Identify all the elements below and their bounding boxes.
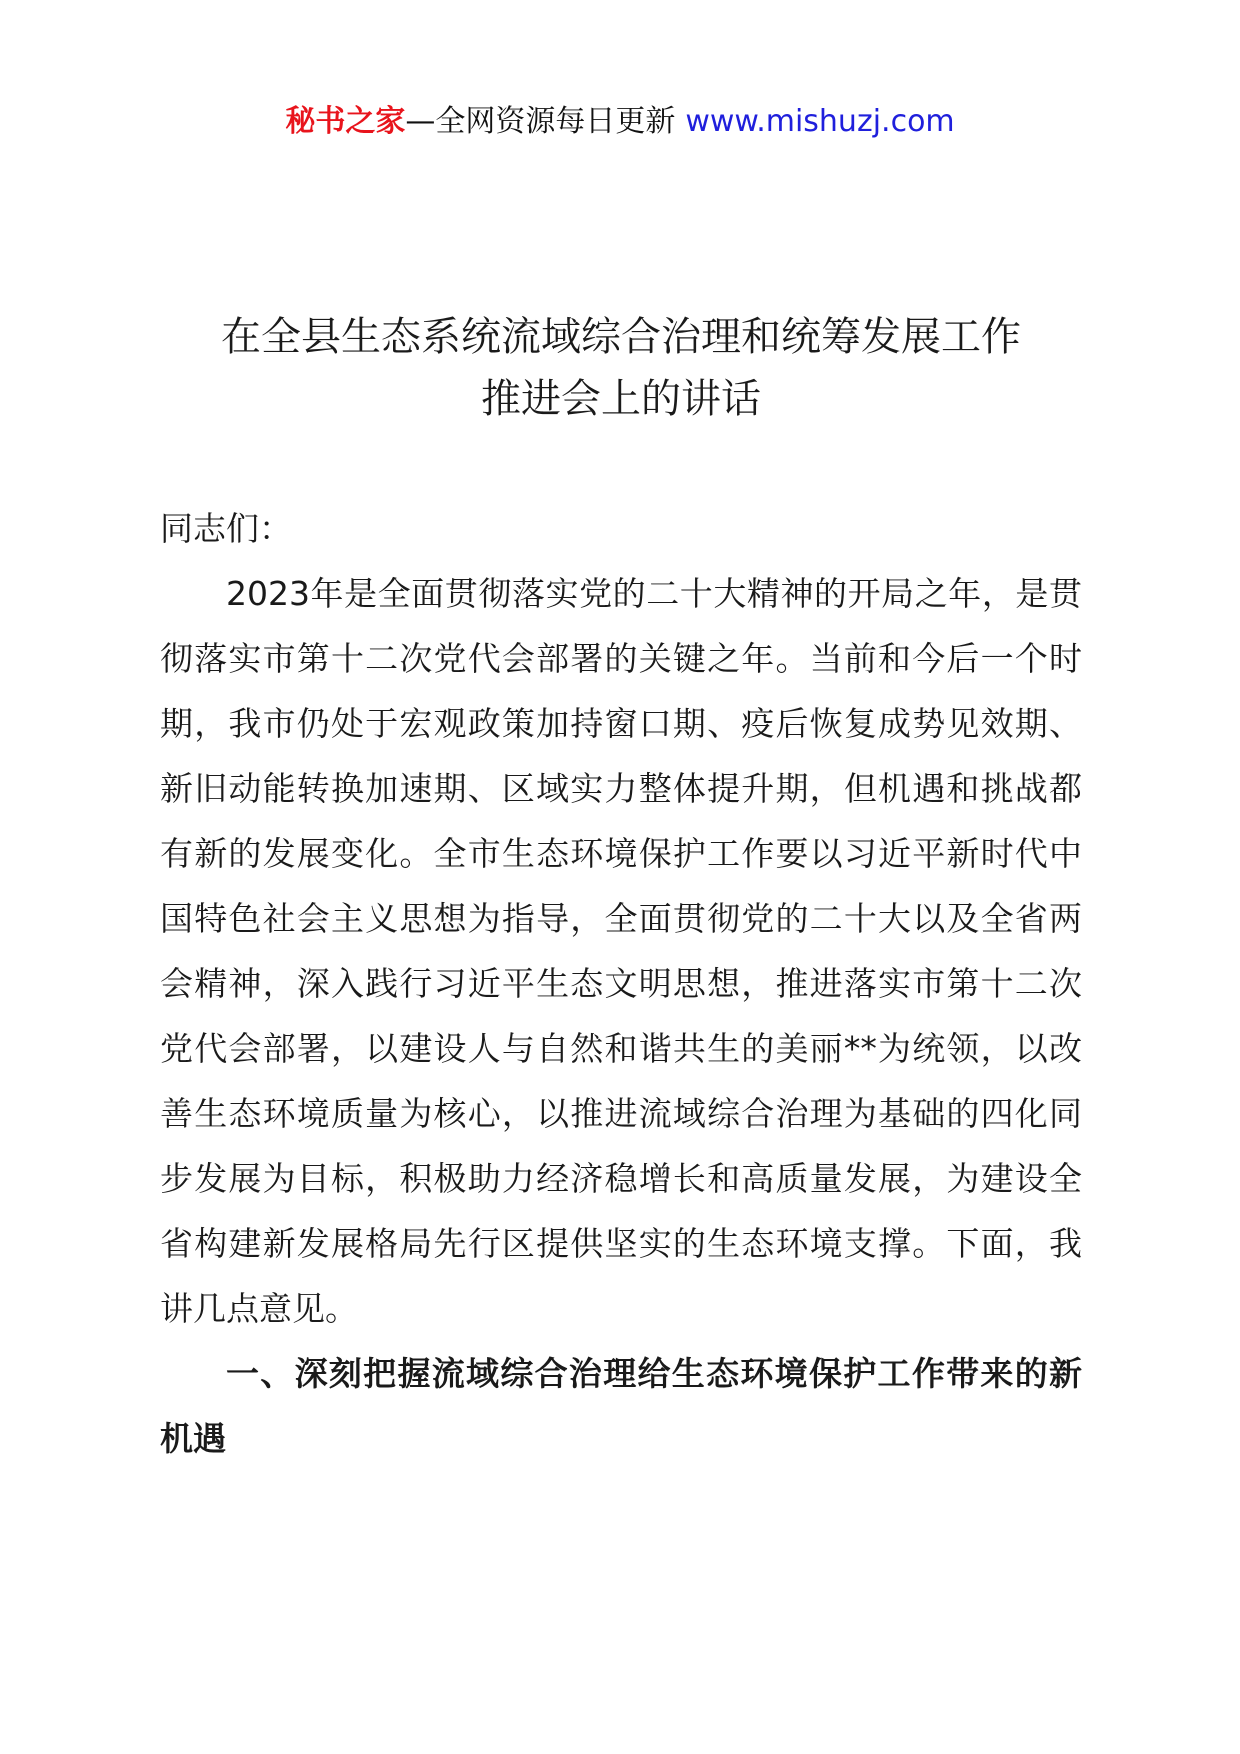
title-line-2: 推进会上的讲话 [481,376,761,422]
document-body [160,496,1082,1471]
site-tagline: —全网资源每日更新 [405,104,676,139]
title-line-1: 在全县生态系统流域综合治理和统筹发展工作 [221,314,1021,360]
site-header [0,102,1240,142]
site-brand: 秘书之家 [285,104,406,139]
document-title [160,306,1082,430]
salutation: 同志们： [160,509,292,548]
site-url-link[interactable]: www.mishuzj.com [685,104,955,139]
body-paragraph-1: 2023年是全面贯彻落实党的二十大精神的开局之年，是贯彻落实市第十二次党代会部署的关键之年。当前和今后一个时期，我市仍处于宏观政策加持窗口期、疫后恢复成势见效期、新旧动能转换加速期、区域实力整体提升期，但机遇和挑战都有新的发展变化。全市生态环境保护工作要以习近平新时代中国特色社会主义思想为指导，全面贯彻党的二十大以及全省两会精神，深入践行习近平生态文明思想，推进落实市第十二次党代会部署，以建设人与自然和谐共生的美丽**为统领，以改善生态环境质量为核心，以推进流域综合治理为基础的四化同步发展为目标，积极助力经济稳增长和高质量发展，为建设全省构建新发展格局先行区提供坚实的生态环境支撑。下面，我讲几点意见。 [160,574,1082,1328]
section-heading-1: 一、深刻把握流域综合治理给生态环境保护工作带来的新机遇 [160,1354,1082,1458]
